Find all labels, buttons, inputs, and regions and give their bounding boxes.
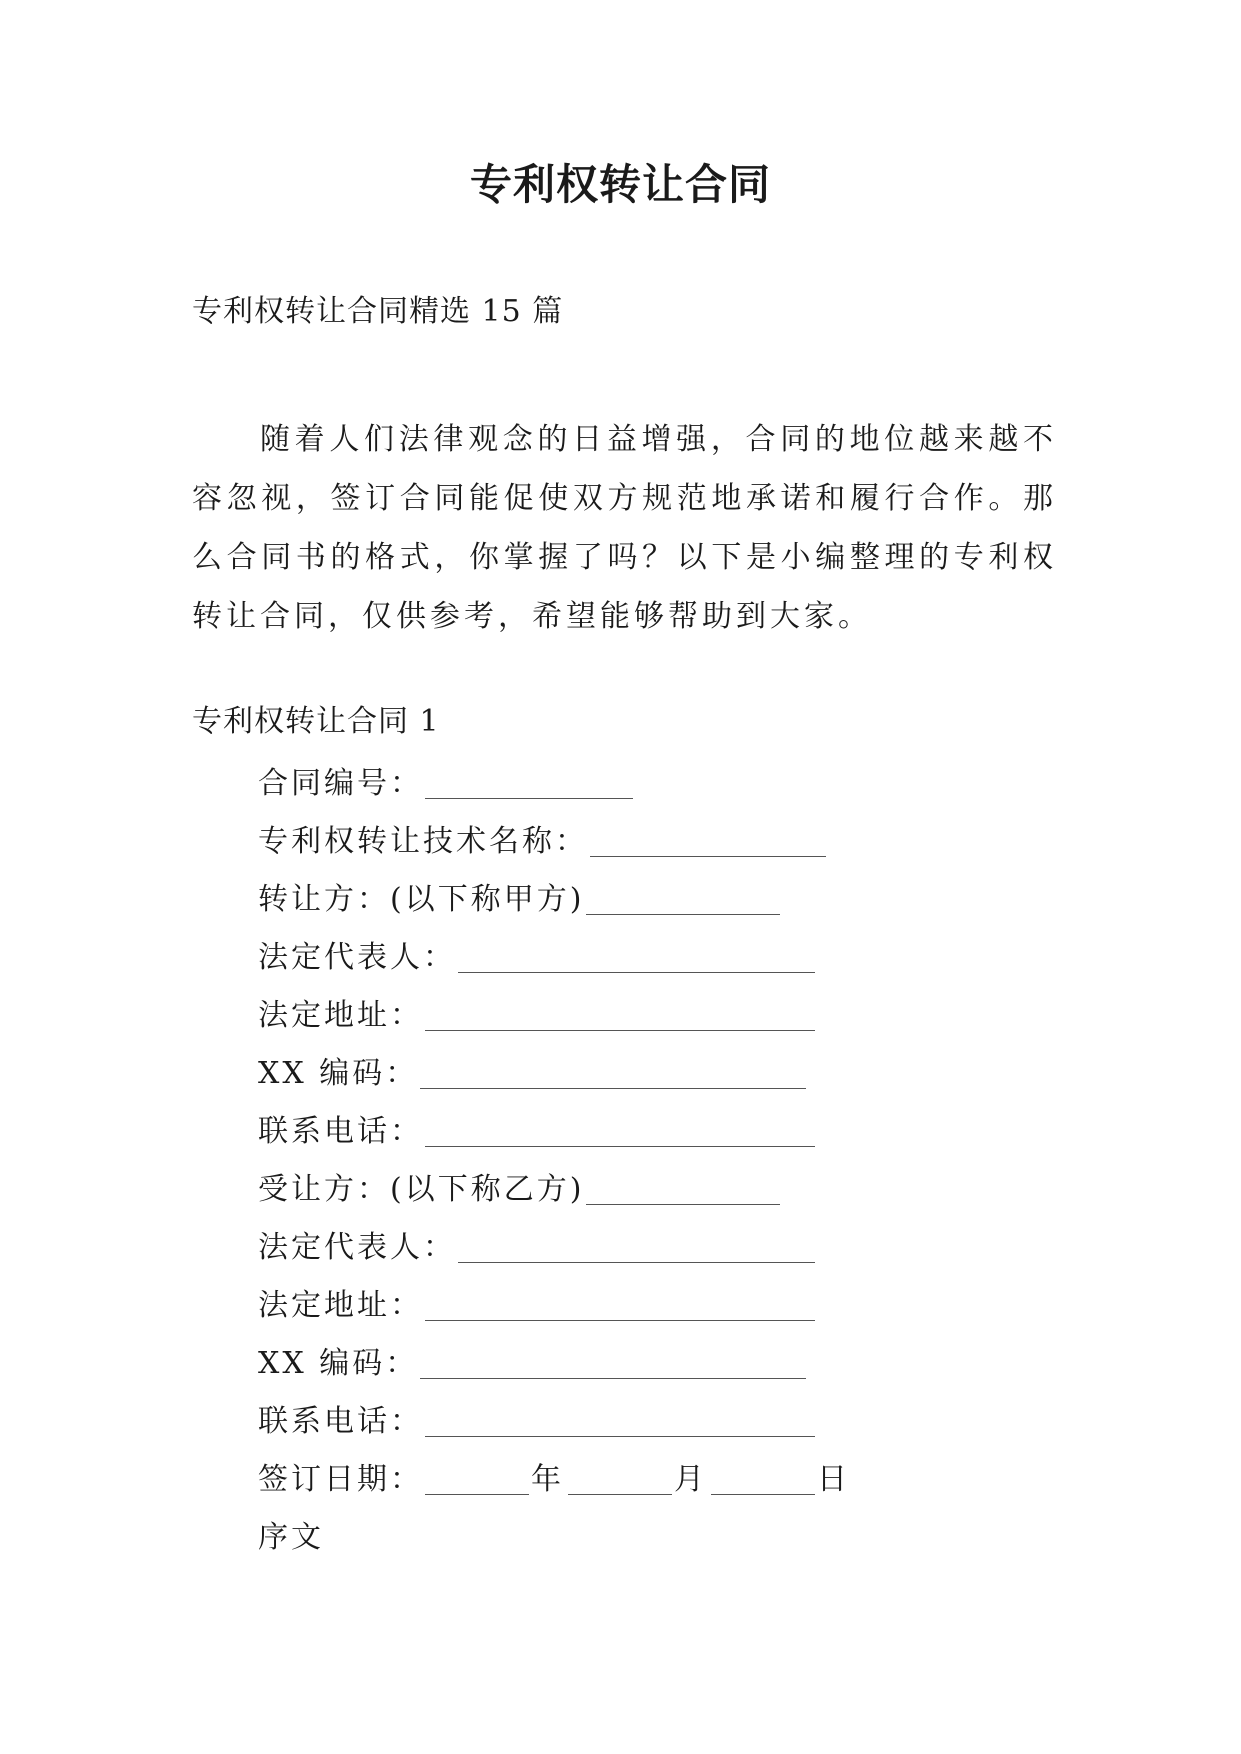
field-label: XX 编码： bbox=[258, 1056, 419, 1091]
intro-paragraph: 随着人们法律观念的日益增强，合同的地位越来越不容忽视，签订合同能促使双方规范地承诺和履行合作。那么合同书的格式，你掌握了吗？以下是小编整理的专利权转让合同，仅供参考，希望能够帮助到大家。 bbox=[192, 422, 1057, 634]
field-tech-name bbox=[258, 820, 852, 878]
blank-line bbox=[711, 1458, 815, 1495]
field-label: 联系电话： bbox=[258, 1114, 423, 1149]
field-a-legal-rep bbox=[258, 936, 852, 994]
blank-line bbox=[458, 1226, 815, 1263]
blank-line bbox=[586, 1168, 780, 1205]
month-label: 月 bbox=[674, 1462, 707, 1497]
blank-line bbox=[420, 1052, 806, 1089]
document-title: 专利权转让合同 bbox=[469, 160, 771, 209]
field-transferor bbox=[258, 878, 852, 936]
document-subtitle: 专利权转让合同精选 15 篇 bbox=[192, 294, 564, 329]
field-b-phone bbox=[258, 1400, 852, 1458]
field-a-legal-address bbox=[258, 994, 852, 1052]
field-label: 法定地址： bbox=[258, 1288, 423, 1323]
blank-line bbox=[590, 820, 826, 857]
field-label: 受让方：(以下称乙方) bbox=[258, 1172, 585, 1207]
blank-line bbox=[568, 1458, 672, 1495]
field-label: 法定代表人： bbox=[258, 1230, 456, 1265]
blank-line bbox=[425, 1284, 815, 1321]
field-b-legal-rep bbox=[258, 1226, 852, 1284]
field-contract-no bbox=[258, 762, 852, 820]
field-label: 合同编号： bbox=[258, 766, 423, 801]
preface-heading: 序文 bbox=[258, 1520, 324, 1555]
field-label: 法定代表人： bbox=[258, 940, 456, 975]
field-label: 转让方：(以下称甲方) bbox=[258, 882, 585, 917]
field-label: 法定地址： bbox=[258, 998, 423, 1033]
blank-line bbox=[586, 878, 780, 915]
blank-line bbox=[425, 762, 633, 799]
field-b-legal-address bbox=[258, 1284, 852, 1342]
field-label: 专利权转让技术名称： bbox=[258, 824, 588, 859]
day-label: 日 bbox=[817, 1462, 850, 1497]
blank-line bbox=[425, 1458, 529, 1495]
section-heading: 专利权转让合同 1 bbox=[192, 704, 440, 739]
field-label: 签订日期： bbox=[258, 1462, 423, 1497]
contract-fields bbox=[258, 762, 852, 1560]
field-label: 联系电话： bbox=[258, 1404, 423, 1439]
blank-line bbox=[425, 1110, 815, 1147]
year-label: 年 bbox=[531, 1462, 564, 1497]
field-a-code bbox=[258, 1052, 852, 1110]
field-a-phone bbox=[258, 1110, 852, 1168]
field-sign-date bbox=[258, 1458, 852, 1516]
blank-line bbox=[420, 1342, 806, 1379]
field-b-code bbox=[258, 1342, 852, 1400]
blank-line bbox=[425, 994, 815, 1031]
blank-line bbox=[425, 1400, 815, 1437]
field-transferee bbox=[258, 1168, 852, 1226]
blank-line bbox=[458, 936, 815, 973]
field-label: XX 编码： bbox=[258, 1346, 419, 1381]
